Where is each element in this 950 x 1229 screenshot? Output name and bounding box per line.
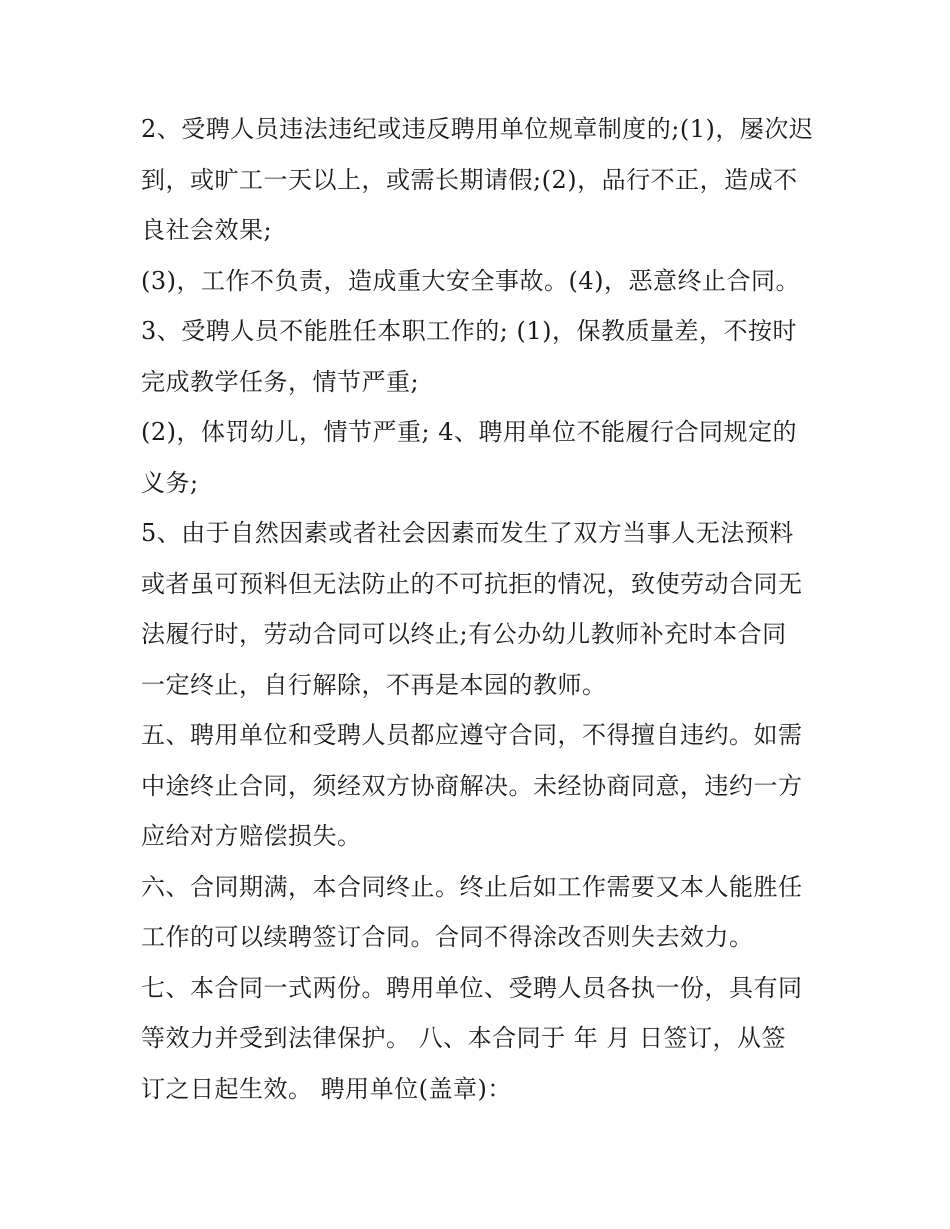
text-line: 一定终止，自行解除，不再是本园的教师。	[141, 670, 607, 699]
paragraph-corporal-punishment	[141, 407, 821, 508]
text-line: 工作的可以续聘签订合同。合同不得涂改否则失去效力。	[141, 923, 754, 951]
paragraph-section-six	[141, 862, 821, 963]
text-line: 等效力并受到法律保护。 八、本合同于 年 月 日签订，从签	[141, 1024, 787, 1052]
text-line: 中途终止合同，须经双方协商解决。未经协商同意，违约一方	[141, 771, 803, 800]
text-line: 七、本合同一式两份。聘用单位、受聘人员各执一份，具有同	[141, 973, 803, 1002]
text-line: (3)，工作不负责，造成重大安全事故。(4)，恶意终止合同。	[141, 266, 800, 295]
paragraph-incompetence	[141, 306, 821, 407]
text-line: 六、合同期满，本合同终止。终止后如工作需要又本人能胜任	[141, 872, 803, 901]
text-line: 良社会效果;	[141, 216, 273, 244]
text-line: 3、受聘人员不能胜任本职工作的; (1)，保教质量差，不按时	[141, 317, 797, 345]
text-line: 应给对方赔偿损失。	[141, 822, 362, 850]
paragraph-section-seven	[141, 963, 821, 1115]
paragraph-section-five	[141, 710, 821, 862]
text-line: 义务;	[141, 468, 199, 497]
text-line: (2)，体罚幼儿，情节严重; 4、聘用单位不能履行合同规定的	[141, 418, 797, 446]
paragraph-dismissal-violation	[141, 104, 821, 256]
document-body	[141, 104, 821, 1114]
text-line: 五、聘用单位和受聘人员都应遵守合同，不得擅自违约。如需	[141, 721, 803, 749]
text-line: 订之日起生效。 聘用单位(盖章)：	[141, 1074, 512, 1103]
text-line: 2、受聘人员违法违纪或违反聘用单位规章制度的;(1)，屡次迟	[141, 115, 814, 143]
text-line: 或者虽可预料但无法防止的不可抗拒的情况，致使劳动合同无	[141, 569, 803, 598]
text-line: 5、由于自然因素或者社会因素而发生了双方当事人无法预料	[141, 519, 794, 547]
text-line: 法履行时，劳动合同可以终止;有公办幼儿教师补充时本合同	[141, 620, 787, 648]
text-line: 完成教学任务，情节严重;	[141, 367, 420, 396]
text-line: 到，或旷工一天以上，或需长期请假;(2)，品行不正，造成不	[141, 165, 798, 194]
paragraph-force-majeure	[141, 508, 821, 710]
paragraph-safety-accident	[141, 256, 821, 307]
